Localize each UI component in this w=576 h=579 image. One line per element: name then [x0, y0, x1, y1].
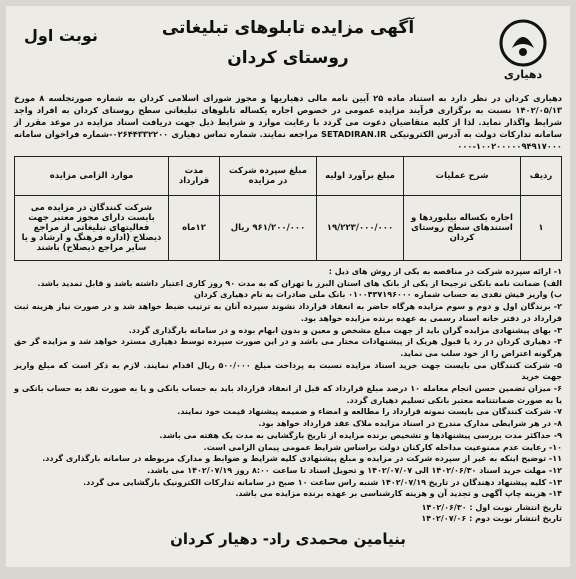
- conditions-list: [14, 266, 562, 500]
- logo-text: دهیاری: [503, 67, 543, 81]
- condition-item: ۱۴- هزینه چاپ آگهی و تجدید آن و هزینه کارشناسی بر عهده برنده مزایده می باشد.: [235, 489, 562, 499]
- col-operation: شرح عملیات: [404, 157, 521, 196]
- cell-row: ۱: [521, 196, 562, 261]
- col-requirements: موارد الزامی مزایده: [15, 157, 169, 196]
- condition-item: ۹- حداکثر مدت بررسی پیشنهادها و تشخیص برنده مزایده از تاریخ بازگشایی به مدت یک هفته می باشد.: [159, 430, 562, 440]
- condition-item: ۲- برندگان اول و دوم و سوم مزایده هرگاه حاضر به انعقاد قرارداد نشوند سپرده آنان به ترتیب ضبط خواهد شد و در صورت نیاز هزینه ثبت قرارداد در دفتر خانه اسناد رسمی به عهده برنده مزایده خواهد بود.: [14, 302, 562, 323]
- header: [14, 10, 562, 102]
- condition-item: ۱۲- مهلت خرید اسناد ۱۴۰۲/۰۶/۳۰ الی ۱۴۰۲/۰۷/۰۷ و تحویل اسناد تا ساعت ۸:۰۰ روز ۱۴۰۲/۰۷/۱۹ می باشد.: [147, 465, 562, 475]
- col-duration: مدت قرارداد: [169, 157, 220, 196]
- condition-item: ۳- بهای پیشنهادی مزایده گران باید از جهت مبلغ مشخص و معین و بدون ابهام بوده و در سامانه بارگذاری گردد.: [128, 325, 562, 335]
- condition-item: ۵- شرکت کنندگان می بایست جهت خرید اسناد مزایده نسبت به پرداخت مبلغ ۵۰۰/۰۰۰ ریال اقدام نمایند. لازم به ذکر است که مبلغ واریز جهت خرید: [14, 360, 562, 382]
- condition-item: ۱۰- رعایت عدم ممنوعیت مداخله کارکنان دولت براساس شرایط عمومی پیمان الزامی است.: [203, 442, 562, 452]
- advertisement-page: [6, 6, 570, 567]
- col-deposit: مبلغ سپرده شرکت در مزایده: [220, 157, 317, 196]
- publication-dates: [14, 502, 562, 524]
- cell-duration: ۱۲ماه: [169, 196, 220, 261]
- date-first: تاریخ انتشار نوبت اول : ۱۴۰۲/۰۶/۳۰: [421, 503, 562, 513]
- condition-item: ۱۱- توضیح اینکه به غیر از سپرده شرکت در مزایده و مبلغ پیشنهادی کلیه شرایط و ضوابط و مدارک مربوطه در سامانه بارگذاری گردد.: [42, 454, 562, 464]
- cell-operation: اجاره یکساله بیلبوردها و استندهای سطح روستای کردان: [404, 196, 521, 261]
- dehyari-emblem-icon: [498, 18, 548, 68]
- dehyari-logo: [488, 14, 558, 84]
- intro-paragraph: دهیاری کردان در نظر دارد به استناد ماده ۲۵ آیین نامه مالی دهیاریها و مجوز شورای اسلامی کردان به شماره صورتجلسه ۸ مورخ ۱۴۰۲/۰۵/۱۳ نسبت به برگزاری فرآیند مزایده عمومی در خصوص اجاره یکساله تابلوهای تبلیغاتی سطح روستای کردان به افراد واجد شرایط واگذار نماید. لذا از کلیه متقاضیان دعوت می گردد با رعایت موارد و شرایط ذیل جهت دریافت اسناد مزایده در موعد مقرر از سامانه تدارکات دولت به آدرس الکترونیکی SETADIRAN.IR مراجعه نمایند. شماره تماس دهیاری ۰۲۶۴۴۳۳۲۲۰۰-شماره فراخوان سامانه ۱۰۰۲۰۰۰۰۰۹۴۹۱۷۰۰۰-۰۰۰: [14, 93, 562, 151]
- condition-item: ۶- میزان تضمین حسن انجام معامله ۱۰ درصد مبلغ قرارداد که قبل از انعقاد قرارداد باید به حساب بانکی و یا به صورت نقد به حساب بانکی و یا به صورت ضمانتنامه معتبر بانکی تسلیم دهیاری گردد.: [14, 384, 563, 405]
- cell-requirements: شرکت کنندگان در مزایده می بایست دارای مجوز معتبر جهت فعالیتهای تبلیغاتی از مراجع ذیصلاح (اداره فرهنگ و ارشاد و یا سایر مراجع ذیصلاح) باشند: [15, 196, 169, 261]
- table-header-row: [15, 157, 562, 196]
- condition-item: ۸- در هر شرایطی مدارک مندرج در اسناد مزایده ملاک عقد قرارداد خواهد بود.: [258, 419, 562, 429]
- col-row: ردیف: [521, 157, 562, 196]
- col-base-price: مبلغ برآورد اولیه: [317, 157, 404, 196]
- condition-item: ۴- دهیاری کردان در رد یا قبول هریک از پیشنهادات مختار می باشد و در این صورت سپرده توسط دهیاری مسترد خواهد شد و مزایده گر حق هرگونه اعتراض را از خود سلب می نماید.: [14, 337, 562, 358]
- ad-title: آگهی مزایده تابلوهای تبلیغاتی: [161, 18, 415, 38]
- auction-table: [14, 156, 562, 261]
- condition-item: ۱۳- کلیه پیشنهاد دهندگان در تاریخ ۱۴۰۲/۰۷/۱۹ شنبه راس ساعت ۱۰ صبح در سامانه تدارکات الکترونیک بازگشایی می گردد.: [83, 477, 562, 487]
- condition-item: ۱- ارائه سپرده شرکت در مناقصه به یکی از روش های ذیل :: [328, 267, 562, 276]
- signature: بنیامین محمدی راد- دهیار کردان: [170, 530, 406, 549]
- date-second: تاریخ انتشار نوبت دوم : ۱۴۰۲/۰۷/۰۶: [421, 514, 562, 524]
- cell-deposit: ۹۶۱/۲۰۰/۰۰۰ ریال: [220, 196, 317, 261]
- round-label: نوبت اول: [24, 26, 98, 45]
- condition-item: الف) ضمانت نامه بانکی ترجیحا از یکی از بانک های استان البرز یا تهران که به مدت ۹۰ روز کاری اعتبار داشته باشد و قابل تمدید باشد.: [37, 278, 562, 288]
- condition-item: ب) واریز فیش نقدی به حساب شماره ۰۱۰۰۴۳۷۱۹۶۰۰۰ بانک ملی صادرات به نام دهیاری کردان: [193, 290, 562, 300]
- table-row: [15, 196, 562, 261]
- ad-subtitle: روستای کردان: [227, 48, 349, 68]
- condition-item: ۷- شرکت کنندگان می بایست نمونه قرارداد را مطالعه و امضاء و ضمیمه پیشنهاد قیمت خود نمایند.: [177, 407, 562, 417]
- cell-base-price: ۱۹/۲۲۳/۰۰۰/۰۰۰: [317, 196, 404, 261]
